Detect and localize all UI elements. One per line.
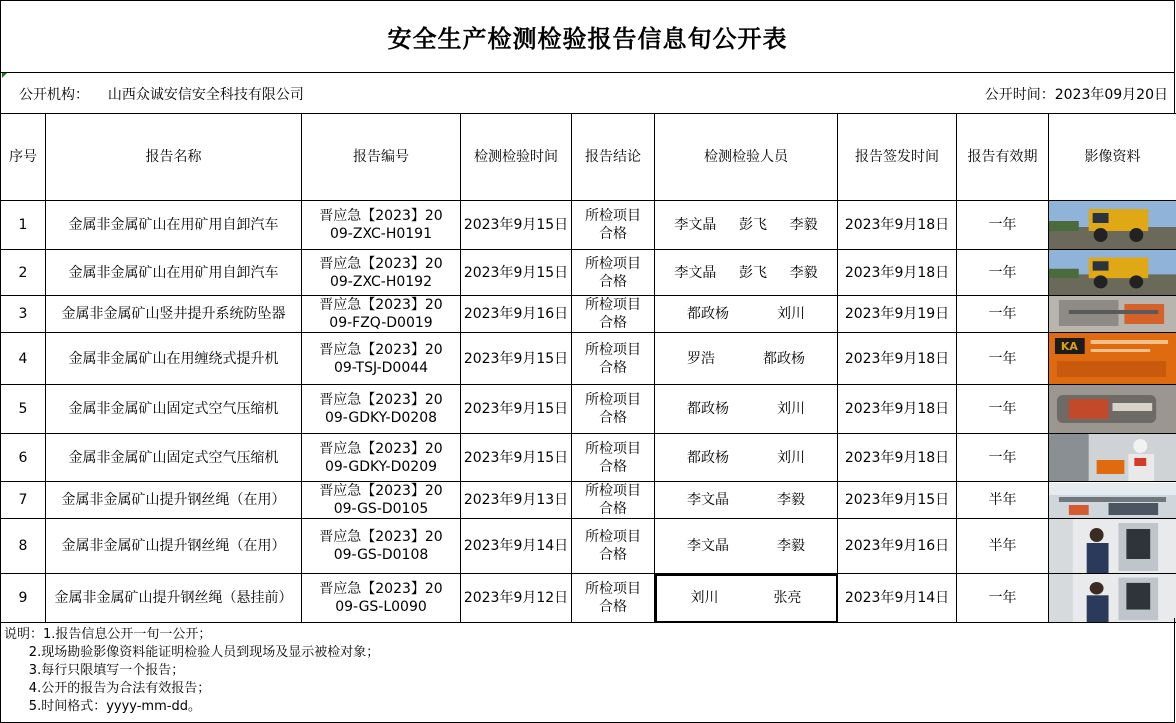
inspector-name: 李文晶 — [674, 264, 717, 281]
report-code — [302, 434, 461, 482]
conclusion — [572, 201, 655, 250]
inspector-name: 彭飞 — [738, 217, 767, 233]
validity: 一年 — [957, 574, 1049, 623]
inspector-name: 李毅 — [789, 264, 818, 281]
dump-truck-photo[interactable] — [1049, 201, 1176, 250]
row-no: 4 — [1, 333, 46, 385]
issue-date: 2023年9月15日 — [838, 482, 957, 519]
header-name: 报告名称 — [46, 114, 302, 201]
row-no: 5 — [1, 385, 46, 434]
report-name: 金属非金属矿山在用矿用自卸汽车 — [46, 250, 302, 296]
conclusion-line: 所检项目 — [585, 581, 641, 597]
note-line: 说明：1.报告信息公开一旬一公开； — [4, 627, 212, 642]
validity: 一年 — [957, 385, 1049, 434]
table-row — [1, 434, 1176, 482]
inspector-name: 彭飞 — [738, 264, 767, 281]
date-label: 公开时间： — [984, 87, 1055, 103]
table-row — [1, 519, 1176, 574]
report-code-line: 晋应急【2023】20 — [319, 392, 443, 408]
conclusion-line: 所检项目 — [585, 529, 641, 545]
inspector-name: 罗浩 — [687, 350, 715, 367]
report-code-line: 晋应急【2023】20 — [319, 208, 443, 224]
report-code — [302, 385, 461, 434]
report-code-line: 晋应急【2023】20 — [319, 255, 443, 272]
report-code — [302, 574, 461, 623]
report-name: 金属非金属矿山固定式空气压缩机 — [46, 434, 302, 482]
inspector-name: 刘川 — [777, 401, 805, 417]
conclusion — [572, 333, 655, 385]
report-code-line: 09-GS-L0090 — [335, 599, 427, 615]
inspectors — [655, 333, 838, 385]
header-no: 序号 — [1, 114, 46, 201]
row-no: 9 — [1, 574, 46, 623]
header-people: 检测检验人员 — [655, 114, 838, 201]
conclusion — [572, 482, 655, 519]
table-row — [1, 333, 1176, 385]
conclusion-line: 合格 — [599, 315, 627, 331]
report-code — [302, 519, 461, 574]
header-photo: 影像资料 — [1049, 114, 1176, 201]
header-code: 报告编号 — [302, 114, 461, 201]
report-name: 金属非金属矿山提升钢丝绳（在用） — [46, 482, 302, 519]
report-name: 金属非金属矿山固定式空气压缩机 — [46, 385, 302, 434]
test-date: 2023年9月12日 — [461, 574, 572, 623]
conclusion — [572, 385, 655, 434]
inspectors — [655, 434, 838, 482]
nameplate-photo[interactable] — [1049, 333, 1176, 385]
lab-photo[interactable] — [1049, 574, 1176, 623]
row-no: 6 — [1, 434, 46, 482]
test-date: 2023年9月13日 — [461, 482, 572, 519]
inspector-name: 都政杨 — [763, 350, 805, 367]
publishing-org — [19, 84, 304, 104]
test-date: 2023年9月15日 — [461, 201, 572, 250]
inspector-name: 刘川 — [777, 306, 805, 322]
inspector-name: 李文晶 — [687, 538, 729, 554]
issue-date: 2023年9月19日 — [838, 296, 957, 333]
inspectors — [655, 519, 838, 574]
conclusion — [572, 574, 655, 623]
report-name: 金属非金属矿山提升钢丝绳（在用） — [46, 519, 302, 574]
inspector-name: 都政杨 — [687, 306, 729, 322]
cell-marker-icon — [2, 73, 7, 78]
header-conclusion: 报告结论 — [572, 114, 655, 201]
inspectors — [655, 296, 838, 333]
row-no: 2 — [1, 250, 46, 296]
conclusion-line: 所检项目 — [585, 440, 641, 457]
report-code-line: 09-FZQ-D0019 — [329, 315, 433, 331]
conclusion-line: 所检项目 — [585, 208, 641, 224]
report-code-line: 晋应急【2023】20 — [319, 581, 443, 597]
header-validity: 报告有效期 — [957, 114, 1049, 201]
svg-text:KA: KA — [1060, 339, 1078, 354]
inspector-photo[interactable] — [1049, 434, 1176, 482]
report-code-line: 晋应急【2023】20 — [319, 529, 443, 545]
note-line: 5.时间格式：yyyy-mm-dd。 — [4, 699, 201, 714]
conclusion-line: 所检项目 — [585, 297, 641, 313]
issue-date: 2023年9月18日 — [838, 333, 957, 385]
row-no: 3 — [1, 296, 46, 333]
date-value: 2023年09月20日 — [1054, 87, 1168, 103]
report-name: 金属非金属矿山提升钢丝绳（悬挂前） — [46, 574, 302, 623]
conclusion — [572, 519, 655, 574]
inspector-name: 李毅 — [777, 538, 805, 554]
report-name: 金属非金属矿山竖井提升系统防坠器 — [46, 296, 302, 333]
report-code — [302, 333, 461, 385]
report-code-line: 晋应急【2023】20 — [319, 440, 443, 457]
table-row — [1, 385, 1176, 434]
validity: 一年 — [957, 333, 1049, 385]
inspector-name: 刘川 — [777, 449, 805, 466]
inspector-name: 张亮 — [773, 590, 802, 606]
note-line: 4.公开的报告为合法有效报告； — [4, 681, 211, 696]
report-code-line: 09-GDKY-D0209 — [324, 458, 438, 475]
conclusion-line: 合格 — [599, 410, 627, 426]
inspectors — [655, 574, 838, 623]
publish-date — [985, 84, 1168, 104]
conclusion-line: 所检项目 — [585, 392, 641, 408]
report-code-line: 晋应急【2023】20 — [319, 483, 443, 499]
conclusion-line: 所检项目 — [585, 255, 641, 272]
conclusion-line: 合格 — [599, 226, 627, 242]
report-code — [302, 201, 461, 250]
validity: 一年 — [957, 296, 1049, 333]
conclusion-line: 合格 — [599, 273, 627, 290]
test-date: 2023年9月15日 — [461, 333, 572, 385]
inspectors — [655, 250, 838, 296]
row-no: 1 — [1, 201, 46, 250]
report-name: 金属非金属矿山在用矿用自卸汽车 — [46, 201, 302, 250]
conclusion — [572, 434, 655, 482]
issue-date: 2023年9月18日 — [838, 385, 957, 434]
report-code-line: 09-ZXC-H0192 — [329, 273, 432, 290]
wire-rope-photo[interactable] — [1049, 482, 1176, 519]
inspector-name: 李文晶 — [687, 492, 729, 508]
validity: 一年 — [957, 434, 1049, 482]
header-issue-date: 报告签发时间 — [838, 114, 957, 201]
inspector-name: 都政杨 — [687, 449, 729, 466]
report-code — [302, 482, 461, 519]
org-name: 山西众诚安信安全科技有限公司 — [107, 87, 304, 103]
inspector-name: 都政杨 — [687, 401, 729, 417]
info-row — [0, 73, 1175, 113]
test-date: 2023年9月15日 — [461, 434, 572, 482]
table-row — [1, 574, 1176, 623]
table-header-row — [1, 114, 1176, 201]
report-code-line: 晋应急【2023】20 — [319, 341, 443, 358]
issue-date: 2023年9月18日 — [838, 434, 957, 482]
table-row — [1, 201, 1176, 250]
report-code — [302, 296, 461, 333]
table-row — [1, 296, 1176, 333]
row-no: 8 — [1, 519, 46, 574]
conclusion-line: 合格 — [599, 599, 627, 615]
header-test-date: 检测检验时间 — [461, 114, 572, 201]
inspectors — [655, 482, 838, 519]
report-code-line: 09-TSJ-D0044 — [333, 359, 429, 376]
inspector-name: 李毅 — [789, 217, 818, 233]
inspector-name: 李毅 — [777, 492, 805, 508]
lab-photo[interactable] — [1049, 519, 1176, 574]
validity: 一年 — [957, 250, 1049, 296]
report-code-line: 09-ZXC-H0191 — [329, 226, 432, 242]
validity: 半年 — [957, 482, 1049, 519]
note-line: 2.现场勘验影像资料能证明检验人员到现场及显示被检对象； — [4, 645, 380, 660]
issue-date: 2023年9月14日 — [838, 574, 957, 623]
note-line: 3.每行只限填写一个报告； — [4, 663, 185, 678]
test-date: 2023年9月16日 — [461, 296, 572, 333]
issue-date: 2023年9月18日 — [838, 201, 957, 250]
report-table — [0, 113, 1176, 623]
inspectors — [655, 201, 838, 250]
report-code-line: 09-GS-D0108 — [333, 547, 429, 563]
row-no: 7 — [1, 482, 46, 519]
report-code-line: 09-GDKY-D0208 — [324, 410, 438, 426]
inspector-name: 刘川 — [690, 590, 719, 606]
table-row — [1, 482, 1176, 519]
org-label: 公开机构： — [19, 87, 89, 103]
fall-arrester-photo[interactable] — [1049, 296, 1176, 333]
report-code — [302, 250, 461, 296]
inspectors — [655, 385, 838, 434]
report-code-line: 09-GS-D0105 — [333, 501, 429, 517]
validity: 一年 — [957, 201, 1049, 250]
issue-date: 2023年9月16日 — [838, 519, 957, 574]
sheet-title: 安全生产检测检验报告信息旬公开表 — [0, 0, 1175, 73]
test-date: 2023年9月15日 — [461, 250, 572, 296]
report-name: 金属非金属矿山在用缠绕式提升机 — [46, 333, 302, 385]
report-code-line: 晋应急【2023】20 — [319, 297, 443, 313]
conclusion-line: 合格 — [599, 547, 627, 563]
test-date: 2023年9月15日 — [461, 385, 572, 434]
conclusion-line: 所检项目 — [585, 483, 641, 499]
issue-date: 2023年9月18日 — [838, 250, 957, 296]
test-date: 2023年9月14日 — [461, 519, 572, 574]
notes — [4, 626, 379, 716]
conclusion-line: 合格 — [599, 458, 627, 475]
inspector-name: 李文晶 — [674, 217, 717, 233]
table-row — [1, 250, 1176, 296]
dump-truck-photo[interactable] — [1049, 250, 1176, 296]
conclusion-line: 合格 — [599, 501, 627, 517]
conclusion — [572, 250, 655, 296]
validity: 半年 — [957, 519, 1049, 574]
conclusion-line: 所检项目 — [585, 341, 641, 358]
conclusion-line: 合格 — [599, 359, 627, 376]
conclusion — [572, 296, 655, 333]
compressor-photo[interactable] — [1049, 385, 1176, 434]
